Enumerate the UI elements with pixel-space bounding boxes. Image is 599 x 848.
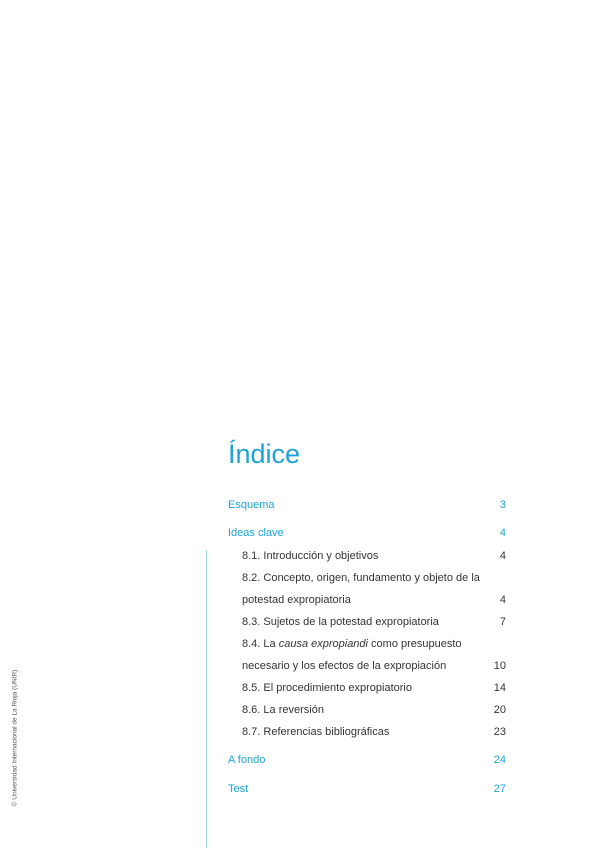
toc-item-italic: causa expropiandi (278, 638, 368, 650)
toc-item-page: 4 (499, 594, 506, 606)
table-of-contents (228, 0, 506, 848)
toc-item-page: 24 (493, 754, 506, 766)
toc-item-label: potestad expropiatoria (242, 594, 351, 606)
toc-item-page: 23 (493, 726, 506, 738)
toc-item-label: Esquema (228, 499, 275, 511)
toc-item-suffix: como presupuesto (368, 638, 462, 650)
toc-item-page: 20 (493, 704, 506, 716)
toc-item-label: 8.1. Introducción y objetivos (242, 550, 379, 562)
toc-item-label (242, 637, 462, 651)
toc-item-page: 27 (493, 783, 506, 795)
toc-item-label: 8.3. Sujetos de la potestad expropiatoria (242, 616, 439, 628)
copyright-text: © Universidad Internacional de La Rioja (UNIR) (11, 669, 19, 806)
toc-item-label: necesario y los efectos de la expropiación (242, 660, 447, 672)
toc-item-page: 3 (499, 499, 506, 511)
page-title: Índice (228, 439, 301, 469)
toc-item-label: Ideas clave (228, 527, 284, 539)
section-divider-line (206, 550, 207, 848)
toc-item-label: 8.7. Referencias bibliográficas (242, 726, 390, 738)
toc-item-label: 8.2. Concepto, origen, fundamento y objeto de la (242, 572, 480, 584)
copyright-notice (9, 655, 21, 820)
toc-item-page: 4 (499, 550, 506, 562)
toc-item-label: 8.6. La reversión (242, 704, 324, 716)
toc-item-page: 7 (499, 616, 506, 628)
toc-item-label: Test (228, 783, 249, 795)
toc-item-page: 4 (499, 527, 506, 539)
toc-item-label: 8.5. El procedimiento expropiatorio (242, 682, 412, 694)
toc-item-label: A fondo (228, 754, 266, 766)
toc-item-page: 10 (493, 660, 506, 672)
toc-item-prefix: 8.4. La (242, 638, 279, 650)
toc-item-page: 14 (493, 682, 506, 694)
